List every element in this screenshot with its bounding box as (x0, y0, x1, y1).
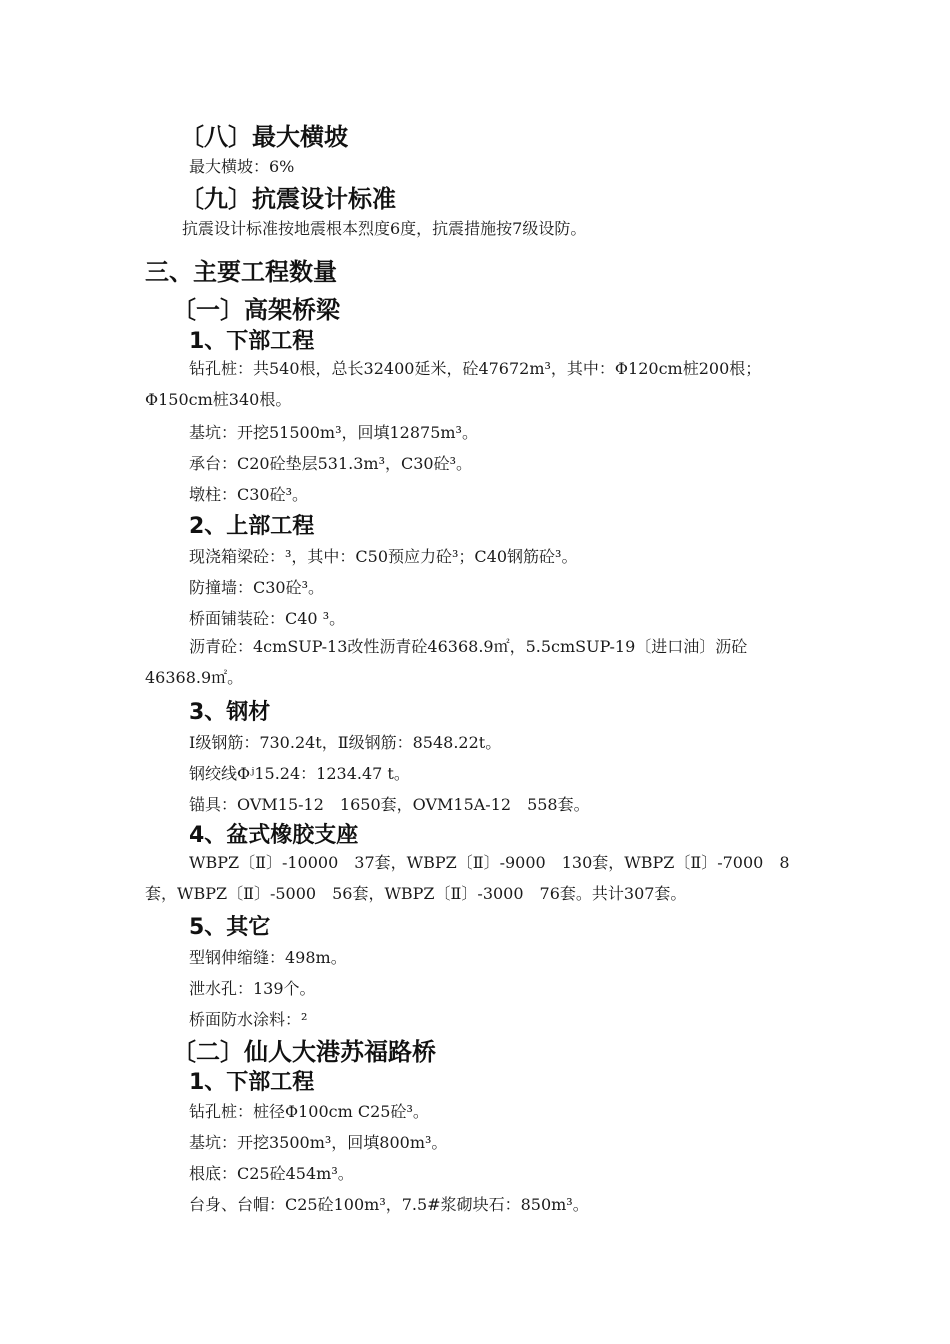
p1-box-text: 现浇箱梁砼：³，其中：C50预应力砼³；C40钢筋砼³。 (189, 547, 578, 566)
p1-anchor-text: 锚具：OVM15-12 1650套，OVM15A-12 558套。 (189, 795, 590, 814)
p2-sub1-heading: 1、下部工程 (189, 1070, 315, 1095)
p1-drain-text: 泄水孔：139个。 (189, 979, 316, 998)
p1-strand-text: 钢绞线Φʲ15.24：1234.47 t。 (189, 764, 410, 783)
p1-deck-text: 桥面铺装砼：C40 ³。 (189, 609, 346, 628)
p1-wall-text: 防撞墙：C30砼³。 (189, 578, 325, 597)
p2-pile-text: 钻孔桩：桩径Φ100cm C25砼³。 (189, 1102, 429, 1121)
p1-pier-text: 墩柱：C30砼³。 (189, 485, 309, 504)
p2-abutment-text: 台身、台帽：C25砼100m³，7.5#浆砌块石：850m³。 (189, 1195, 589, 1214)
p1-joint-text: 型钢伸缩缝：498m。 (189, 948, 347, 967)
p1-cap-text: 承台：C20砼垫层531.3m³，C30砼³。 (189, 454, 473, 473)
p1-asphalt-text: 沥青砼：4cmSUP-13改性沥青砼46368.9㎡，5.5cmSUP-19〔进口油〕沥砼46368.9㎡。 (145, 637, 748, 687)
part-2-heading: 〔二〕仙人大港苏福路桥 (172, 1038, 436, 1066)
p1-sub3-heading: 3、钢材 (189, 700, 271, 725)
section-9-text: 抗震设计标准按地震根本烈度6度，抗震措施按7级设防。 (182, 219, 587, 238)
chapter-3-heading: 三、主要工程数量 (145, 258, 337, 286)
p1-sub4-heading: 4、盆式橡胶支座 (189, 823, 359, 848)
p2-base-text: 根底：C25砼454m³。 (189, 1164, 354, 1183)
p1-sub1-heading: 1、下部工程 (189, 329, 315, 354)
p1-pile-text: 钻孔桩：共540根，总长32400延米，砼47672m³，其中：Φ120cm桩200根；Φ150cm桩340根。 (145, 359, 762, 409)
section-8-text: 最大横坡：6% (189, 157, 295, 176)
p1-sub5-heading: 5、其它 (189, 915, 271, 940)
p1-bearing-text: WBPZ〔Ⅱ〕-10000 37套，WBPZ〔Ⅱ〕-9000 130套，WBPZ〔Ⅱ〕-7000 8套，WBPZ〔Ⅱ〕-5000 56套，WBPZ〔Ⅱ〕-3000 76套。共计307套。 (145, 853, 790, 903)
section-9-heading: 〔九〕抗震设计标准 (180, 185, 396, 213)
section-8-heading: 〔八〕最大横坡 (180, 123, 348, 151)
p1-rebar-text: Ⅰ级钢筋：730.24t，Ⅱ级钢筋：8548.22t。 (189, 733, 502, 752)
p1-waterproof-text: 桥面防水涂料：² (189, 1010, 308, 1029)
part-1-heading: 〔一〕高架桥梁 (172, 296, 340, 324)
p2-pit-text: 基坑：开挖3500m³，回填800m³。 (189, 1133, 448, 1152)
p1-sub2-heading: 2、上部工程 (189, 514, 315, 539)
p1-pit-text: 基坑：开挖51500m³，回填12875m³。 (189, 423, 478, 442)
